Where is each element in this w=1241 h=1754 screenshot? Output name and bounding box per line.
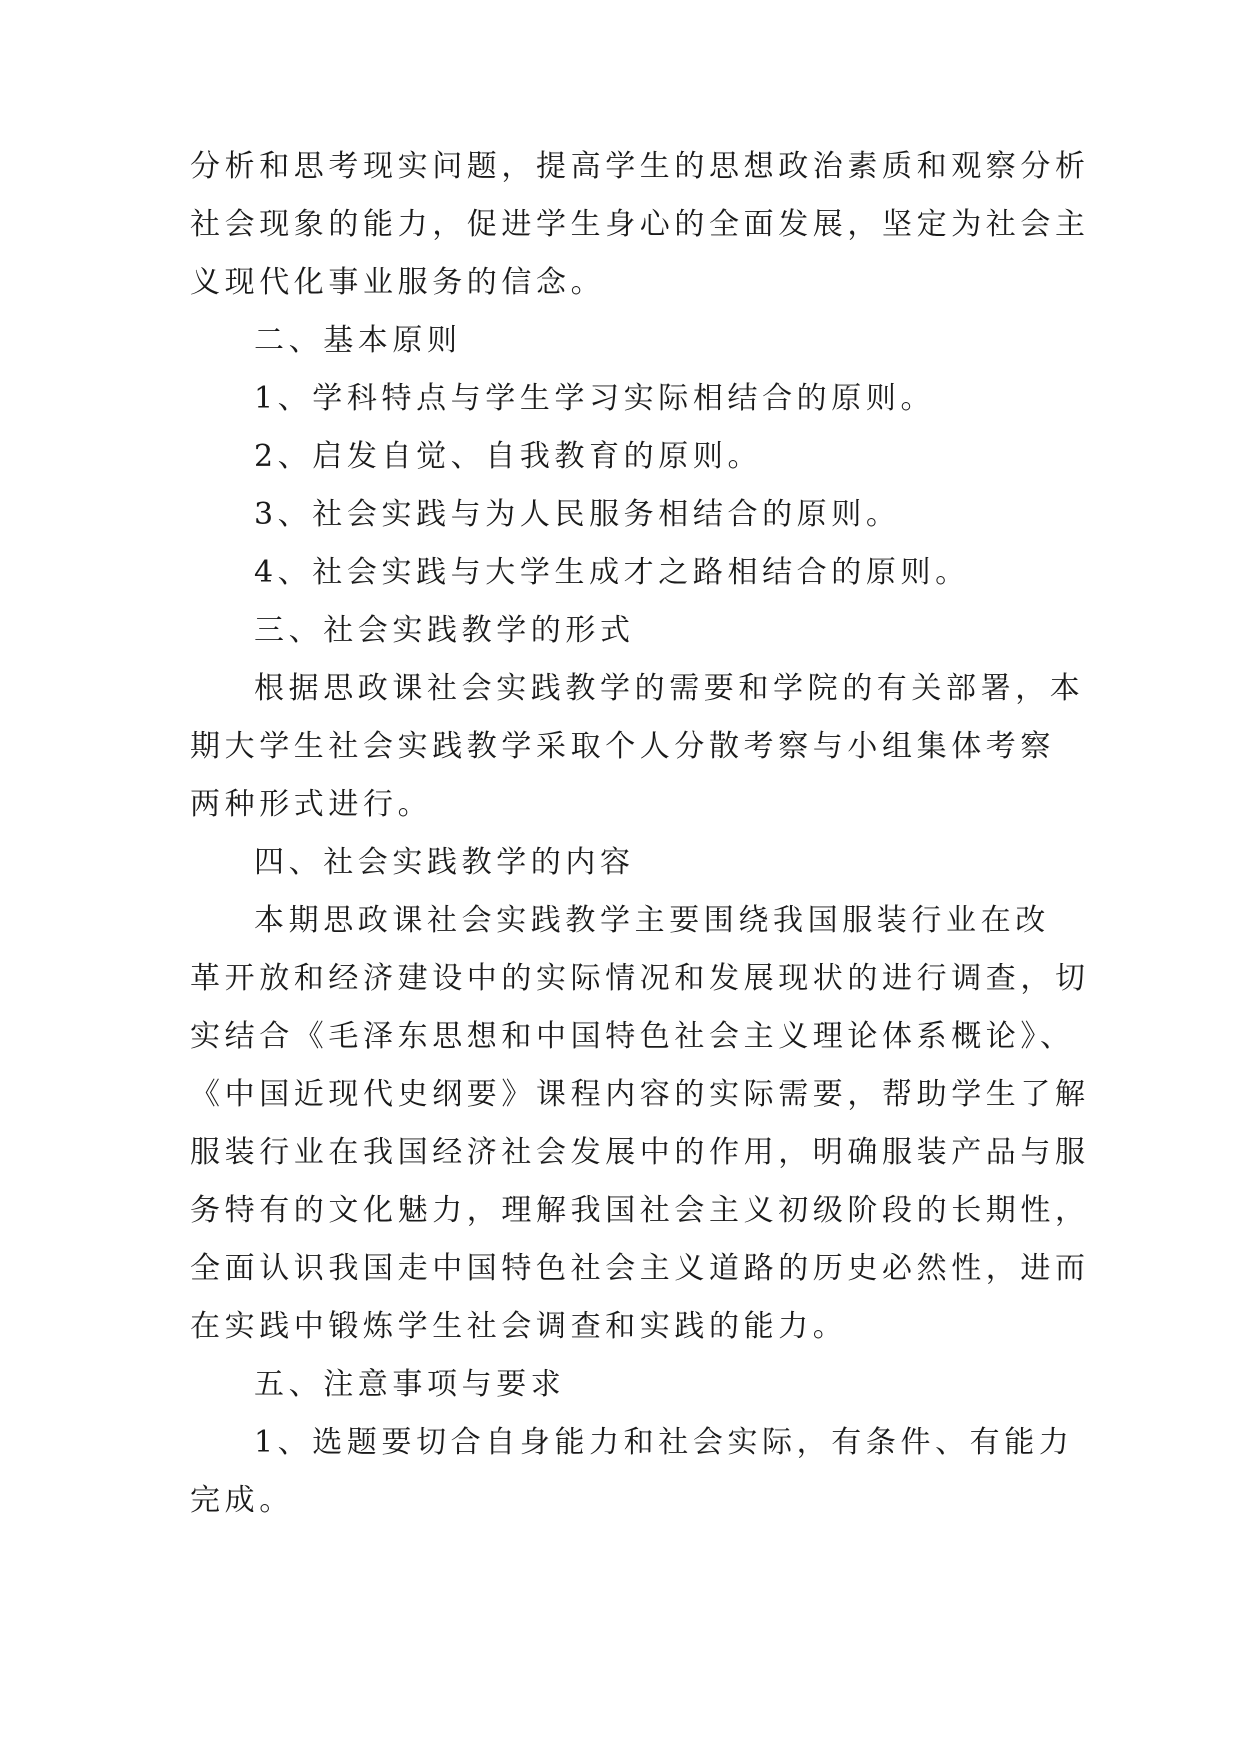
paragraph-line: 本期思政课社会实践教学主要围绕我国服装行业在改 xyxy=(254,903,1050,938)
list-item: 1、选题要切合自身能力和社会实际，有条件、有能力 xyxy=(254,1425,1074,1460)
list-item: 4、社会实践与大学生成才之路相结合的原则。 xyxy=(254,555,970,590)
paragraph-line: 两种形式进行。 xyxy=(190,787,433,822)
paragraph-line: 《中国近现代史纲要》课程内容的实际需要，帮助学生了解 xyxy=(190,1077,1090,1112)
section-heading: 四、社会实践教学的内容 xyxy=(254,845,635,880)
list-item: 3、社会实践与为人民服务相结合的原则。 xyxy=(254,497,901,532)
paragraph-line: 务特有的文化魅力，理解我国社会主义初级阶段的长期性， xyxy=(190,1193,1090,1228)
section-heading: 二、基本原则 xyxy=(254,323,462,358)
section-heading: 三、社会实践教学的形式 xyxy=(254,613,635,648)
paragraph-line: 实结合《毛泽东思想和中国特色社会主义理论体系概论》、 xyxy=(190,1019,1075,1054)
section-heading: 五、注意事项与要求 xyxy=(254,1367,566,1402)
paragraph-line: 社会现象的能力，促进学生身心的全面发展，坚定为社会主 xyxy=(190,207,1090,242)
paragraph-line: 全面认识我国走中国特色社会主义道路的历史必然性，进而 xyxy=(190,1251,1090,1286)
paragraph-line: 完成。 xyxy=(190,1483,294,1518)
list-item: 2、启发自觉、自我教育的原则。 xyxy=(254,439,763,474)
paragraph-line: 期大学生社会实践教学采取个人分散考察与小组集体考察 xyxy=(190,729,1055,764)
paragraph-line: 在实践中锻炼学生社会调查和实践的能力。 xyxy=(190,1309,848,1344)
paragraph-line: 服装行业在我国经济社会发展中的作用，明确服装产品与服 xyxy=(190,1135,1090,1170)
paragraph-line: 根据思政课社会实践教学的需要和学院的有关部署，本 xyxy=(254,671,1085,706)
paragraph-line: 分析和思考现实问题，提高学生的思想政治素质和观察分析 xyxy=(190,149,1090,184)
paragraph-line: 革开放和经济建设中的实际情况和发展现状的进行调查，切 xyxy=(190,961,1090,996)
list-item: 1、学科特点与学生学习实际相结合的原则。 xyxy=(254,381,936,416)
paragraph-line: 义现代化事业服务的信念。 xyxy=(190,265,606,300)
